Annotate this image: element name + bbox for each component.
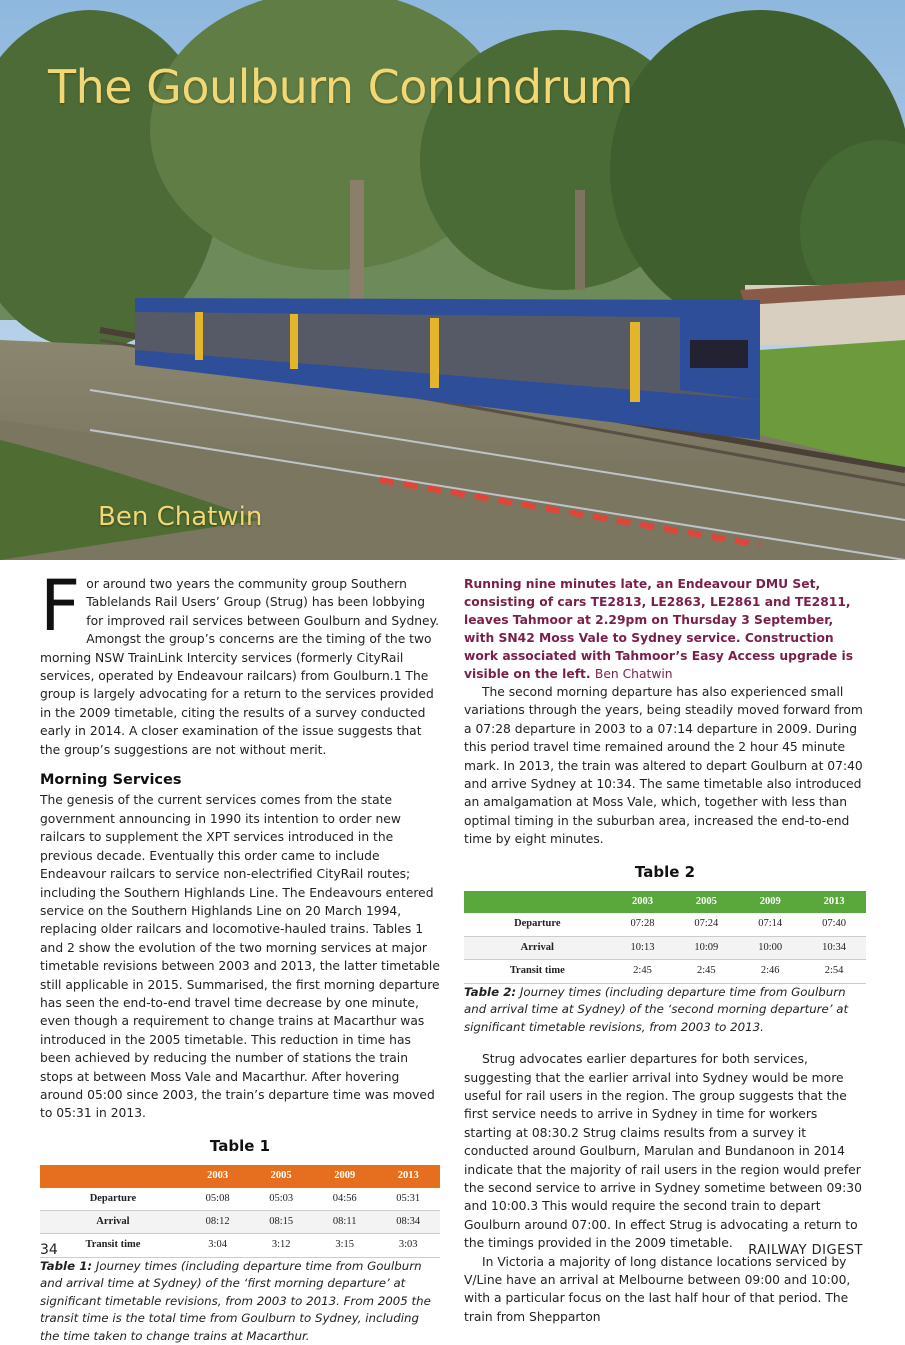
table2-year: 2003 (611, 891, 675, 913)
strug-paragraph: Strug advocates earlier departures for both services, suggesting that the earlier arrival into Sydney would be more useful for rail users in the region. The group suggests that the first service needs to arrive in Sydney in time for workers starting at 08:30.2 Strug claims results from a survey it conducted around Goulburn, Marulan and Bundanoon in 2014 indicate that the majority of rail users in the region would prefer the second service to arrive in Sydney sometime between 09:30 and 10:00.3 This would require the second train to depart Goulburn around 07:00. In effect Strug is advocating a return to the timings provided in the 2009 timetable. (464, 1052, 862, 1251)
cell: 07:28 (611, 913, 675, 936)
row-label: Departure (464, 913, 611, 936)
cell: 3:03 (376, 1234, 440, 1257)
table1-caption-label: Table 1: (40, 1258, 93, 1273)
photo-caption (464, 575, 866, 683)
table1-header-row (40, 1165, 440, 1187)
table1-corner (40, 1165, 186, 1187)
row-label: Transit time (464, 960, 611, 983)
table2-caption-label: Table 2: (464, 984, 517, 999)
table-row (464, 913, 866, 936)
table-row (40, 1188, 440, 1211)
cell: 08:34 (376, 1211, 440, 1234)
hero-photo (0, 0, 905, 560)
photo-credit: Ben Chatwin (594, 667, 673, 681)
cell: 08:11 (313, 1211, 377, 1234)
row-label: Departure (40, 1188, 186, 1211)
photo-author: Ben Chatwin (98, 502, 263, 532)
photo-caption-text: Running nine minutes late, an Endeavour DMU Set, consisting of cars TE2813, LE2863, LE2861 and TE2811, leaves Tahmoor at 2.29pm on Thursday 3 September, with SN42 Moss Vale to Sydney service. Construction work associated with Tahmoor’s Easy Access upgrade is visible on the left. (464, 577, 854, 681)
table1-title: Table 1 (209, 1136, 271, 1155)
cell: 08:15 (249, 1211, 313, 1234)
magazine-name: RAILWAY DIGEST (748, 1243, 863, 1258)
table2-title: Table 2 (634, 862, 696, 881)
cell: 3:04 (186, 1234, 250, 1257)
table2-corner (464, 891, 611, 913)
cell: 05:31 (376, 1188, 440, 1211)
table2-year: 2005 (674, 891, 738, 913)
cell: 10:00 (738, 936, 802, 959)
cell: 07:24 (674, 913, 738, 936)
cell: 2:45 (674, 960, 738, 983)
table1-year: 2013 (376, 1165, 440, 1187)
morning-paragraph: The genesis of the current services comes from the state government announcing in 1990 its intention to order new railcars to supplement the XPT services introduced in the previous decade. Eventually this order came to include Endeavour railcars to service non-electrified CityRail routes; including the Southern Highlands Line. The Endeavours entered service on the Southern Highlands Line on 20 March 1994, replacing older railcars and locomotive-hauled trains. Tables 1 and 2 show the evolution of the two morning services at major timetable revisions between 2003 and 2013, the latter timetable still applicable in 2015. Summarised, the first morning departure has seen the end-to-end travel time decrease by one minute, even though a requirement to change trains at Macarthur was introduced in the 2005 timetable. This reduction in time has been achieved by reducing the number of stations the train stops at between Moss Vale and Macarthur. After hovering around 05:00 since 2003, the train’s departure time was moved to 05:31 in 2013. (40, 793, 440, 1121)
table1-year: 2003 (186, 1165, 250, 1187)
table2-year: 2009 (738, 891, 802, 913)
table2-caption (464, 984, 866, 1037)
table-row (464, 936, 866, 959)
table2 (464, 891, 866, 984)
table2-header-row (464, 891, 866, 913)
intro-paragraph (40, 565, 440, 759)
table1-year: 2005 (249, 1165, 313, 1187)
right-column (464, 575, 866, 1326)
cell: 2:46 (738, 960, 802, 983)
cell: 3:15 (313, 1234, 377, 1257)
article-title: The Goulburn Conundrum (48, 60, 633, 114)
table1-year: 2009 (313, 1165, 377, 1187)
table2-year: 2013 (802, 891, 866, 913)
table1-caption (40, 1258, 440, 1345)
cell: 07:40 (802, 913, 866, 936)
row-label: Arrival (40, 1211, 186, 1234)
cell: 2:54 (802, 960, 866, 983)
cell: 05:08 (186, 1188, 250, 1211)
left-column (40, 565, 440, 1345)
section-heading: Morning Services (40, 772, 182, 789)
table2-caption-text: Journey times (including departure time from Goulburn and arrival time at Sydney) of the ‘second morning departure’ at significant timetable revisions, from 2003 to 2013. (464, 984, 849, 1034)
table1-caption-text: Journey times (including departure time from Goulburn and arrival time at Sydney) of the ‘first morning departure’ at significant timetable revisions, from 2003 to 2013. From 2005 the transit time is the total time from Goulburn to Sydney, including the time taken to change trains at Macarthur. (40, 1258, 431, 1343)
dropcap: F (40, 565, 81, 647)
second-departure-paragraph: The second morning departure has also experienced small variations through the years, being steadily moved forward from a 07:28 departure in 2003 to a 07:14 departure in 2009. During this period travel time remained around the 2 hour 45 minute mark. In 2013, the train was altered to depart Goulburn at 07:40 and arrive Sydney at 10:34. The same timetable also introduced an amalgamation at Moss Vale, which, together with less than optimal timing in the suburban area, increased the end-to-end time by eight minutes. (464, 685, 863, 847)
victoria-paragraph: In Victoria a majority of long distance locations serviced by V/Line have an arrival at Melbourne between 09:00 and 10:00, with a particular focus on the last half hour of that period. The train from Shepparton (464, 1254, 851, 1324)
cell: 08:12 (186, 1211, 250, 1234)
intro-text: or around two years the community group Southern Tablelands Rail Users’ Group (Strug) has been lobbying for improved rail services between Goulburn and Sydney. Amongst the group’s concerns are the timing of the two morning NSW TrainLink Intercity services (formerly CityRail services, operated by Endeavour railcars) from Goulburn.1 The group is largely advocating for a return to the services provided in the 2009 timetable, citing the results of a survey conducted early in 2014. A closer examination of the issue suggests that the group’s suggestions are not without merit. (40, 577, 440, 757)
cell: 10:13 (611, 936, 675, 959)
table-row (40, 1211, 440, 1234)
cell: 10:34 (802, 936, 866, 959)
cell: 3:12 (249, 1234, 313, 1257)
page-number: 34 (40, 1242, 58, 1258)
cell: 2:45 (611, 960, 675, 983)
cell: 07:14 (738, 913, 802, 936)
cell: 10:09 (674, 936, 738, 959)
row-label: Arrival (464, 936, 611, 959)
cell: 04:56 (313, 1188, 377, 1211)
table1 (40, 1165, 440, 1258)
row-label: Transit time (40, 1234, 186, 1257)
table-row (40, 1234, 440, 1257)
cell: 05:03 (249, 1188, 313, 1211)
table-row (464, 960, 866, 983)
